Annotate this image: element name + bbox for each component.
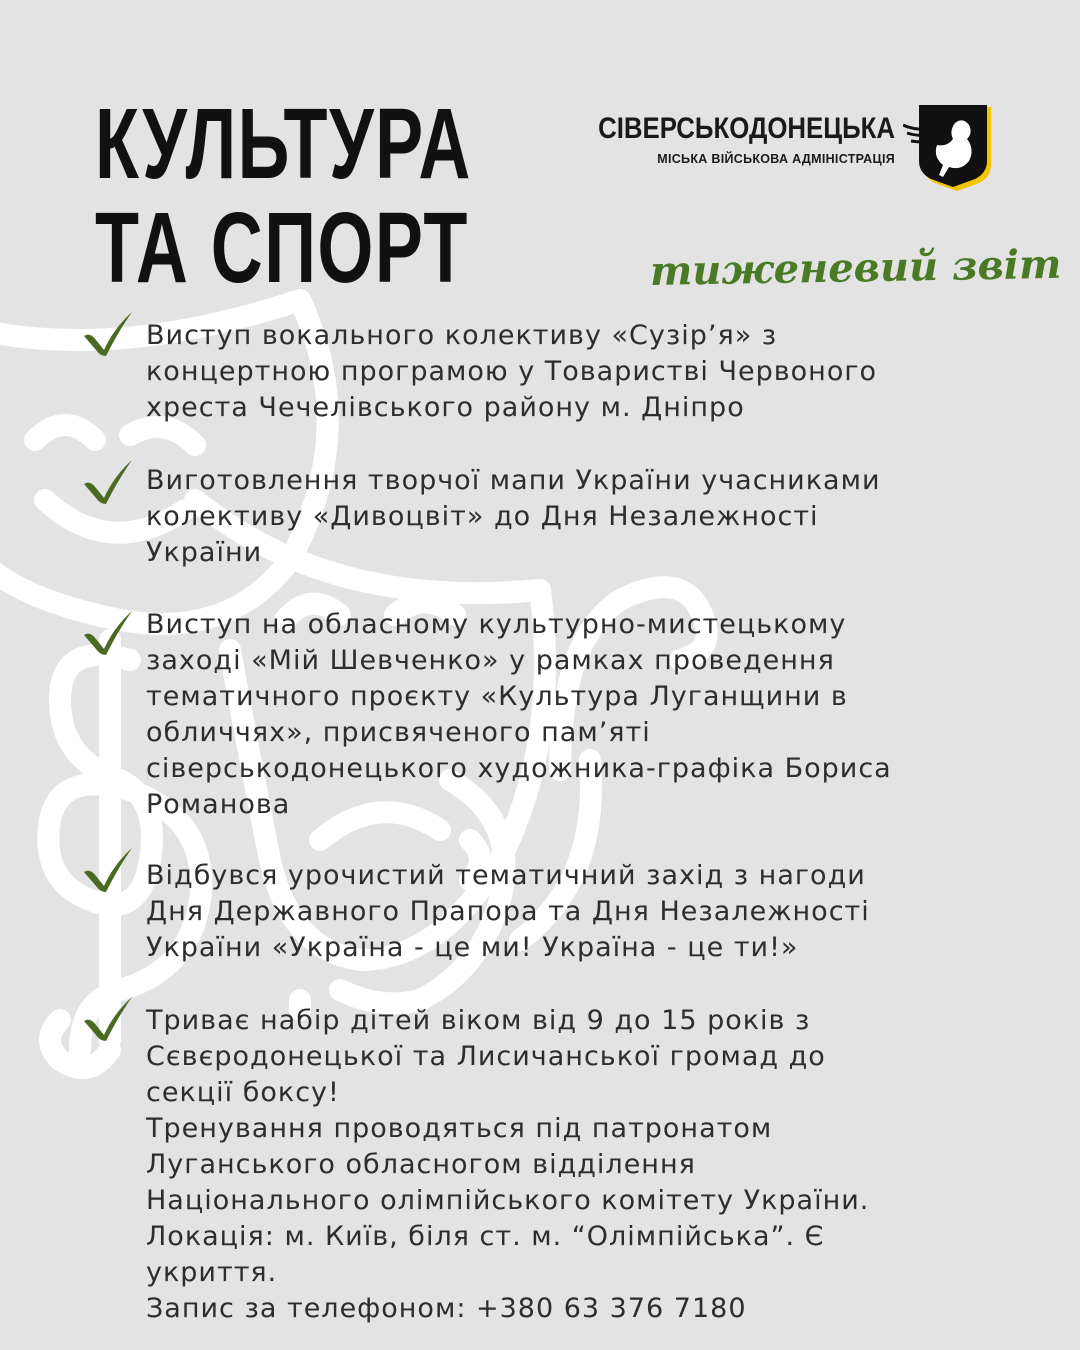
page-title <box>95 88 472 304</box>
title-line-2: ТА СПОРТ <box>95 192 469 304</box>
checkmark-icon <box>80 458 136 506</box>
list-item-text: Виступ вокального колективу «Сузір’я» з концертною програмою у Товаристві Червоного хреста Чечелівського району м. Дніпро <box>146 320 878 423</box>
org-name: СІВЕРСЬКОДОНЕЦЬКА <box>598 112 895 145</box>
checkmark-icon <box>80 995 136 1043</box>
list-item-text: Виготовлення творчої мапи України учасниками колективу «Дивоцвіт» до Дня Незалежності України <box>146 465 881 568</box>
list-item-text: Відбувся урочистий тематичний захід з нагоди Дня Державного Прапора та Дня Незалежності України «Україна - це ми! Україна - це ти!» <box>146 860 870 963</box>
checkmark-icon <box>80 310 136 358</box>
list-item-text: Виступ на обласному культурно-мистецькому заході «Мій Шевченко» у рамках проведення тематичного проєкту «Культура Луганщини в обличчях», присвяченого пам’яті сіверськодонецького художника-графіка Бориса Романова <box>146 609 892 820</box>
org-logo-text <box>540 113 895 167</box>
org-subtitle: МІСЬКА ВІЙСЬКОВА АДМІНІСТРАЦІЯ <box>657 152 895 166</box>
weekly-report-label: тиженевий звіт <box>649 240 1062 295</box>
title-line-1: КУЛЬТУРА <box>95 88 472 200</box>
pigeon-shield-icon <box>903 105 995 193</box>
checkmark-icon <box>80 609 136 657</box>
checkmark-icon <box>80 846 136 894</box>
list-item-text: Триває набір дітей віком від 9 до 15 років з Сєвєродонецької та Лисичанської громад до секції боксу! Тренування проводяться під патронатом Луганського обласногом відділення Національного олімпійського комітету України. Локація: м. Київ, біля ст. м. “Олімпійська”. Є укриття. Запис за телефоном: +380 63 376 7180 <box>146 1005 870 1324</box>
